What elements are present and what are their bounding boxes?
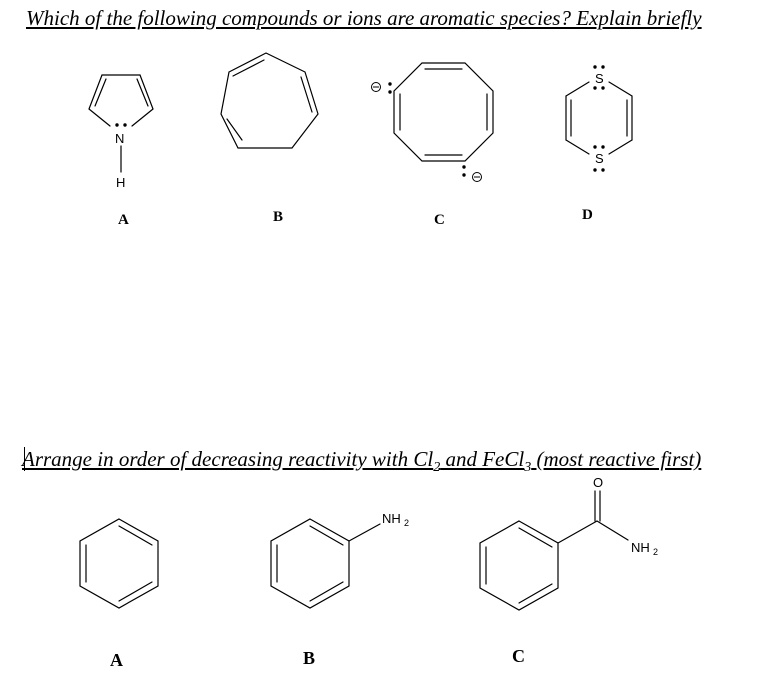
cycloheptatriene-structure [221, 53, 318, 148]
cyclooctatetraene-dianion-structure [394, 63, 493, 161]
question-2-suffix: (most reactive first) [531, 447, 702, 471]
atom-o: O [593, 475, 604, 490]
atom-s-top: S [595, 71, 604, 86]
question-2-sub-fecl: 3 [524, 460, 532, 476]
question-2-mid: and FeCl [440, 447, 525, 471]
aniline-structure [271, 519, 380, 608]
label-2-b: B [303, 648, 316, 668]
label-2-c: C [512, 646, 525, 666]
question-2-sub-cl: 2 [433, 460, 441, 476]
label-1-d: D [582, 207, 593, 223]
atom-s-bottom: S [595, 151, 604, 166]
question-1: Which of the following compounds or ions are aromatic species? Explain briefly [26, 6, 702, 30]
label-1-a: A [118, 212, 129, 228]
atom-nh-amide-sub: 2 [653, 547, 659, 557]
atom-h: H [116, 175, 126, 190]
pyrrole-structure [89, 75, 153, 172]
atom-nh-aniline-sub: 2 [404, 518, 410, 528]
question-2-prefix: Arrange in order of decreasing reactivity with Cl [22, 447, 434, 471]
benzene-structure [80, 519, 158, 608]
dithiin-structure [566, 82, 632, 154]
label-1-b: B [273, 209, 284, 225]
label-1-c: C [434, 212, 445, 228]
atom-nh-aniline: NH [382, 511, 401, 526]
benzamide-structure [480, 491, 628, 610]
atom-n: N [115, 131, 125, 146]
atom-nh-amide: NH [631, 540, 650, 555]
label-2-a: A [110, 650, 123, 670]
